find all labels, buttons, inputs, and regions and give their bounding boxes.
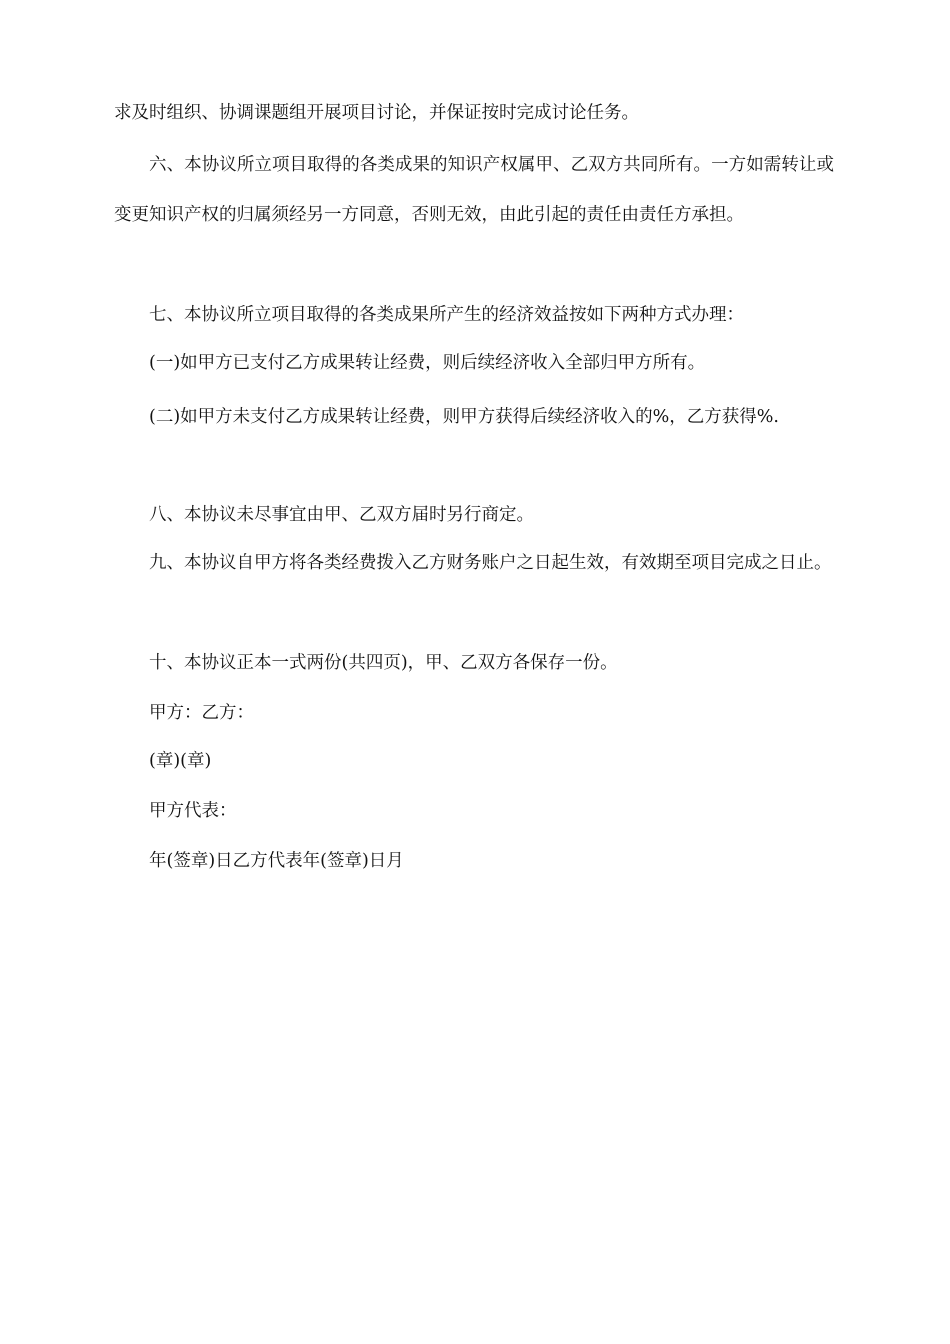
paragraph-clause-7: 七、本协议所立项目取得的各类成果所产生的经济效益按如下两种方式办理：: [149, 305, 744, 325]
paragraph-clause-7-option-2: (二)如甲方未支付乙方成果转让经费，则甲方获得后续经济收入的%，乙方获得%.: [149, 407, 779, 427]
paragraph-clause-6: 六、本协议所立项目取得的各类成果的知识产权属甲、乙双方共同所有。一方如需转让或变更知识产权的归属须经另一方同意，否则无效，由此引起的责任由责任方承担。: [114, 155, 834, 225]
paragraph-clause-7-option-1: (一)如甲方已支付乙方成果转让经费，则后续经济收入全部归甲方所有。: [149, 353, 706, 373]
party-a-representative: 甲方代表：: [149, 801, 237, 821]
paragraph-clause-8: 八、本协议未尽事宜由甲、乙双方届时另行商定。: [149, 505, 534, 525]
seal-labels: (章)(章): [149, 751, 212, 771]
paragraph-continuation: 求及时组织、协调课题组开展项目讨论，并保证按时完成讨论任务。: [114, 103, 639, 123]
paragraph-clause-9: 九、本协议自甲方将各类经费拨入乙方财务账户之日起生效，有效期至项目完成之日止。: [149, 553, 832, 573]
party-labels: 甲方：乙方：: [149, 703, 254, 723]
signature-date-line: 年(签章)日乙方代表年(签章)日月: [149, 851, 404, 871]
paragraph-clause-10: 十、本协议正本一式两份(共四页)，甲、乙双方各保存一份。: [149, 653, 618, 673]
